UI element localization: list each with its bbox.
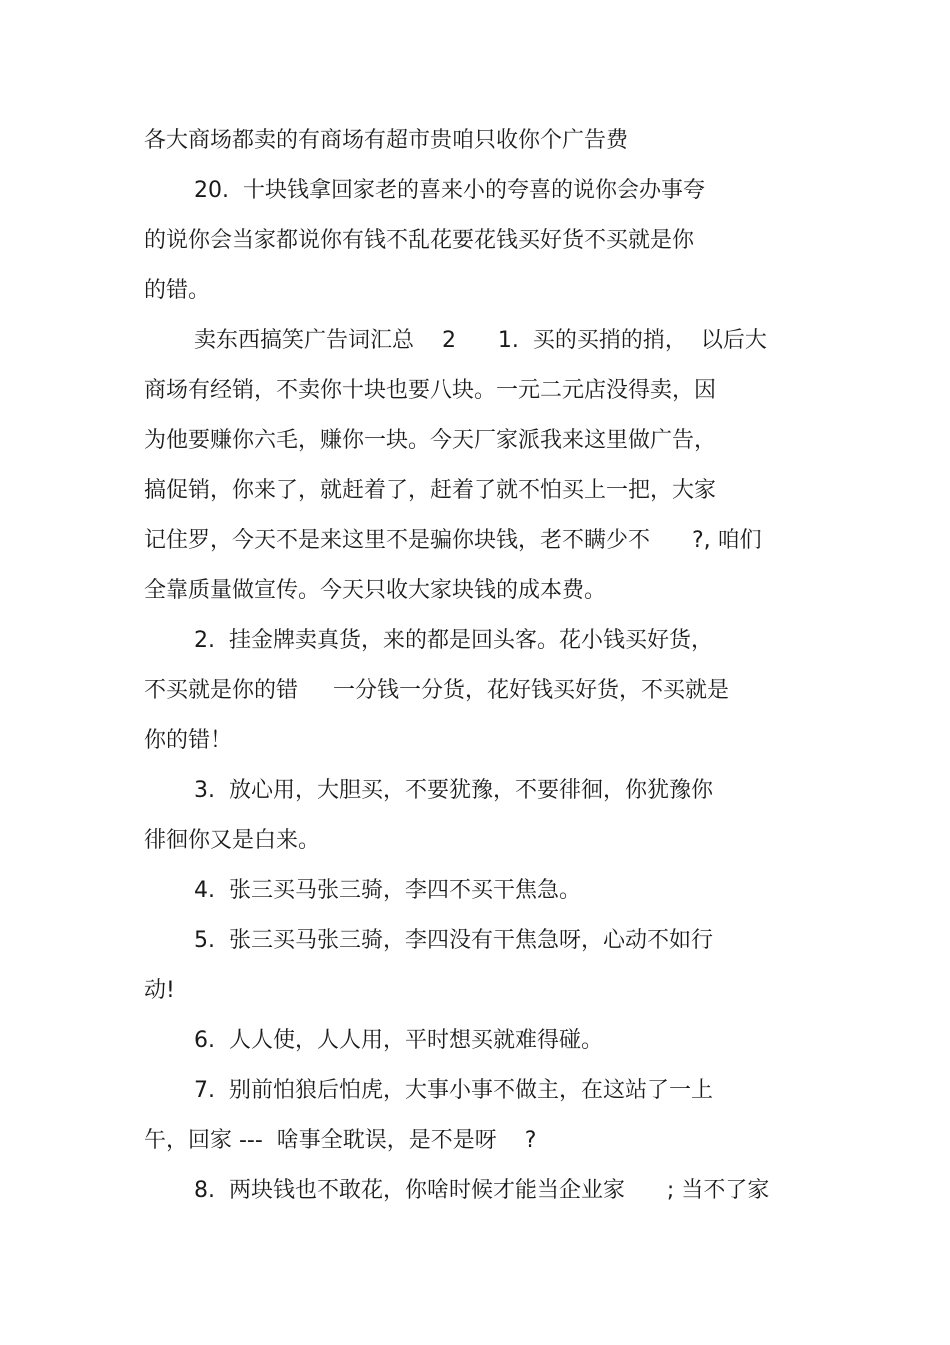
text-line: 2. 挂金牌卖真货，来的都是回头客。花小钱买好货，: [194, 628, 713, 653]
text-line: 动!: [144, 978, 175, 1003]
text-line: 5. 张三买马张三骑，李四没有干焦急呀，心动不如行: [194, 928, 713, 953]
text-line: 20. 十块钱拿回家老的喜来小的夸喜的说你会办事夸: [194, 178, 705, 203]
text-line: 记住罗，今天不是来这里不是骗你块钱，老不瞒少不 ?, 咱们: [144, 528, 762, 553]
text-line: 全靠质量做宣传。今天只收大家块钱的成本费。: [144, 578, 607, 603]
text-line: 午，回家 --- 啥事全耽误，是不是呀 ?: [144, 1128, 537, 1153]
text-line: 各大商场都卖的有商场有超市贵咱只收你个广告费: [144, 128, 629, 153]
text-line: 商场有经销，不卖你十块也要八块。一元二元店没得卖，因: [144, 378, 717, 403]
text-line: 的说你会当家都说你有钱不乱花要花钱买好货不买就是你: [144, 228, 695, 253]
text-line: 3. 放心用，大胆买，不要犹豫，不要徘徊，你犹豫你: [194, 778, 713, 803]
text-line: 不买就是你的错 一分钱一分货，花好钱买好货，不买就是: [144, 678, 729, 703]
text-line: 徘徊你又是白来。: [144, 828, 321, 853]
text-line: 8. 两块钱也不敢花，你啥时候才能当企业家 ; 当不了家: [194, 1178, 770, 1203]
text-line: 的错。: [144, 278, 211, 303]
text-line: 为他要赚你六毛，赚你一块。今天厂家派我来这里做广告，: [144, 428, 717, 453]
text-line: 你的错！: [144, 728, 233, 753]
text-line: 4. 张三买马张三骑，李四不买干焦急。: [194, 878, 581, 903]
text-line: 搞促销，你来了，就赶着了，赶着了就不怕买上一把，大家: [144, 478, 717, 503]
text-line: 6. 人人使，人人用，平时想买就难得碰。: [194, 1028, 603, 1053]
text-line: 卖东西搞笑广告词汇总 2 1. 买的买捎的捎， 以后大: [194, 328, 767, 353]
text-line: 7. 别前怕狼后怕虎，大事小事不做主，在这站了一上: [194, 1078, 713, 1103]
